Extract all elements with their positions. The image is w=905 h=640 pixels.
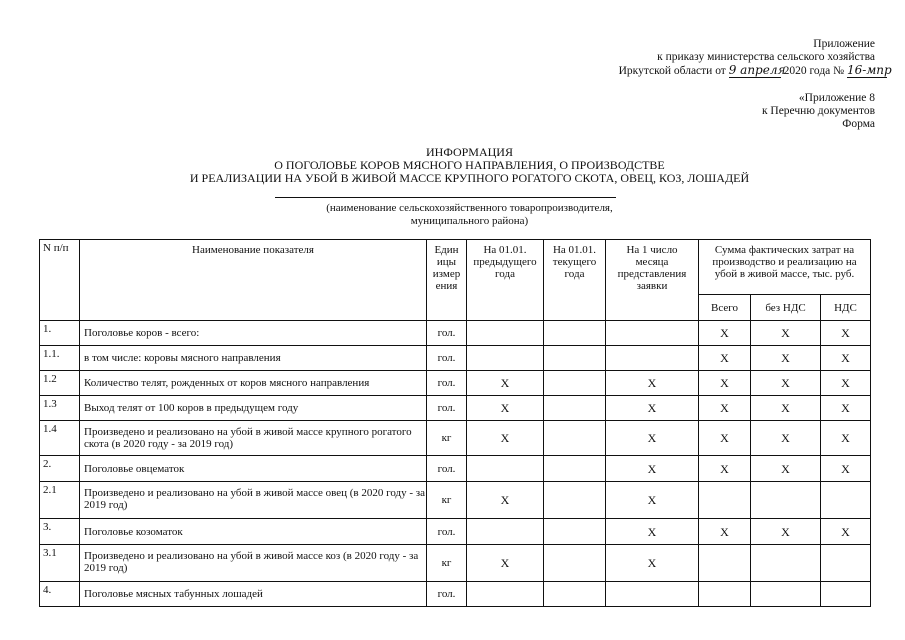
- row-vat-cell: X: [821, 456, 871, 482]
- row-number: 1.: [40, 321, 80, 346]
- row-unit: гол.: [427, 321, 467, 346]
- row-indicator-name: Произведено и реализовано на убой в живой массе коз (в 2020 году - за 2019 год): [80, 545, 427, 582]
- row-cur-cell: [544, 482, 606, 519]
- header-without-vat: без НДС: [751, 295, 821, 321]
- header-actual-costs: Сумма фактических затрат на производство и реализацию на убой в живой массе, тыс. руб.: [699, 240, 871, 295]
- row-month-cell: X: [606, 421, 699, 456]
- row-total-cell: X: [699, 519, 751, 545]
- row-total-cell: [699, 582, 751, 607]
- row-month-cell: [606, 346, 699, 371]
- row-vat-cell: X: [821, 321, 871, 346]
- document-title: ИНФОРМАЦИЯ: [426, 145, 513, 159]
- appendix-8-label: «Приложение 8: [798, 92, 875, 104]
- handwritten-order-number: 16-мпр: [847, 63, 892, 77]
- row-total-cell: [699, 482, 751, 519]
- row-unit: гол.: [427, 371, 467, 396]
- row-month-cell: X: [606, 519, 699, 545]
- row-vat-cell: X: [821, 519, 871, 545]
- row-unit: гол.: [427, 396, 467, 421]
- form-label: Форма: [842, 118, 875, 130]
- row-month-cell: X: [606, 396, 699, 421]
- row-novat-cell: X: [751, 456, 821, 482]
- document-title-line2: О ПОГОЛОВЬЕ КОРОВ МЯСНОГО НАПРАВЛЕНИЯ, О ПРОИЗВОДСТВЕ: [274, 158, 665, 172]
- table-row: [40, 482, 871, 519]
- row-unit: гол.: [427, 346, 467, 371]
- row-indicator-name: Количество телят, рожденных от коров мясного направления: [80, 371, 427, 396]
- row-unit: кг: [427, 421, 467, 456]
- row-prev-cell: [467, 321, 544, 346]
- row-month-cell: [606, 321, 699, 346]
- row-number: 2.: [40, 456, 80, 482]
- row-unit: кг: [427, 545, 467, 582]
- row-indicator-name: Поголовье мясных табунных лошадей: [80, 582, 427, 607]
- row-total-cell: X: [699, 421, 751, 456]
- row-novat-cell: [751, 482, 821, 519]
- row-novat-cell: [751, 582, 821, 607]
- row-prev-cell: X: [467, 545, 544, 582]
- row-unit: гол.: [427, 456, 467, 482]
- table-row: [40, 582, 871, 607]
- row-cur-cell: [544, 545, 606, 582]
- row-indicator-name: Произведено и реализовано на убой в живой массе крупного рогатого скота (в 2020 году - за 2019 год): [80, 421, 427, 456]
- producer-caption: (наименование сельскохозяйственного товаропроизводителя,: [326, 202, 613, 214]
- row-unit: гол.: [427, 582, 467, 607]
- row-indicator-name: Поголовье козоматок: [80, 519, 427, 545]
- header-order-prefix: Иркутской области от: [618, 65, 726, 77]
- row-cur-cell: [544, 519, 606, 545]
- appendix-8-reference: к Перечню документов: [761, 105, 875, 117]
- row-prev-cell: [467, 456, 544, 482]
- row-cur-cell: [544, 371, 606, 396]
- row-number: 1.3: [40, 396, 80, 421]
- header-num: N п/п: [40, 240, 80, 321]
- row-prev-cell: X: [467, 482, 544, 519]
- row-novat-cell: X: [751, 396, 821, 421]
- row-month-cell: [606, 582, 699, 607]
- header-order-reference: к приказу министерства сельского хозяйства: [657, 51, 875, 63]
- row-number: 1.2: [40, 371, 80, 396]
- row-prev-cell: [467, 346, 544, 371]
- row-number: 2.1: [40, 482, 80, 519]
- row-number: 1.1.: [40, 346, 80, 371]
- row-novat-cell: X: [751, 371, 821, 396]
- row-total-cell: X: [699, 371, 751, 396]
- header-total: Всего: [699, 295, 751, 321]
- header-vat: НДС: [821, 295, 871, 321]
- row-indicator-name: Выход телят от 100 коров в предыдущем году: [80, 396, 427, 421]
- row-novat-cell: X: [751, 321, 821, 346]
- row-number: 3.: [40, 519, 80, 545]
- header-unit: Един ицы измер ения: [427, 240, 467, 321]
- livestock-table: [39, 239, 871, 607]
- row-prev-cell: [467, 519, 544, 545]
- row-total-cell: X: [699, 346, 751, 371]
- row-total-cell: X: [699, 321, 751, 346]
- row-unit: гол.: [427, 519, 467, 545]
- table-row: [40, 519, 871, 545]
- header-name: Наименование показателя: [80, 240, 427, 321]
- table-row: [40, 421, 871, 456]
- row-vat-cell: [821, 582, 871, 607]
- header-prev-year: На 01.01. предыдущего года: [467, 240, 544, 321]
- row-cur-cell: [544, 396, 606, 421]
- row-month-cell: X: [606, 456, 699, 482]
- row-prev-cell: X: [467, 421, 544, 456]
- row-cur-cell: [544, 582, 606, 607]
- row-month-cell: X: [606, 371, 699, 396]
- row-cur-cell: [544, 456, 606, 482]
- row-vat-cell: X: [821, 396, 871, 421]
- row-indicator-name: в том числе: коровы мясного направления: [80, 346, 427, 371]
- row-total-cell: [699, 545, 751, 582]
- row-total-cell: X: [699, 396, 751, 421]
- table-row: [40, 396, 871, 421]
- row-novat-cell: X: [751, 519, 821, 545]
- row-indicator-name: Поголовье коров - всего:: [80, 321, 427, 346]
- table-row: [40, 321, 871, 346]
- row-vat-cell: [821, 545, 871, 582]
- table-row: [40, 371, 871, 396]
- row-unit: кг: [427, 482, 467, 519]
- header-appendix-label: Приложение: [813, 38, 875, 50]
- row-vat-cell: X: [821, 421, 871, 456]
- header-month: На 1 число месяца представления заявки: [606, 240, 699, 321]
- row-month-cell: X: [606, 482, 699, 519]
- document-title-line3: И РЕАЛИЗАЦИИ НА УБОЙ В ЖИВОЙ МАССЕ КРУПНОГО РОГАТОГО СКОТА, ОВЕЦ, КОЗ, ЛОШАДЕЙ: [189, 171, 750, 185]
- row-number: 4.: [40, 582, 80, 607]
- producer-name-blank-line: [275, 197, 616, 198]
- row-cur-cell: [544, 321, 606, 346]
- row-cur-cell: [544, 346, 606, 371]
- table-row: [40, 346, 871, 371]
- header-order-middle: 2020 года №: [783, 65, 845, 77]
- table-row: [40, 545, 871, 582]
- row-number: 3.1: [40, 545, 80, 582]
- row-month-cell: X: [606, 545, 699, 582]
- row-prev-cell: [467, 582, 544, 607]
- row-prev-cell: X: [467, 371, 544, 396]
- row-vat-cell: X: [821, 371, 871, 396]
- header-order-date-line: [618, 63, 892, 78]
- row-prev-cell: X: [467, 396, 544, 421]
- header-current-year: На 01.01. текущего года: [544, 240, 606, 321]
- row-cur-cell: [544, 421, 606, 456]
- row-number: 1.4: [40, 421, 80, 456]
- row-vat-cell: [821, 482, 871, 519]
- row-total-cell: X: [699, 456, 751, 482]
- handwritten-date: 9 апреля: [728, 63, 786, 77]
- producer-caption-line2: муниципального района): [410, 215, 529, 227]
- row-novat-cell: [751, 545, 821, 582]
- table-row: [40, 456, 871, 482]
- row-novat-cell: X: [751, 346, 821, 371]
- row-indicator-name: Произведено и реализовано на убой в живой массе овец (в 2020 году - за 2019 год): [80, 482, 427, 519]
- row-vat-cell: X: [821, 346, 871, 371]
- row-novat-cell: X: [751, 421, 821, 456]
- row-indicator-name: Поголовье овцематок: [80, 456, 427, 482]
